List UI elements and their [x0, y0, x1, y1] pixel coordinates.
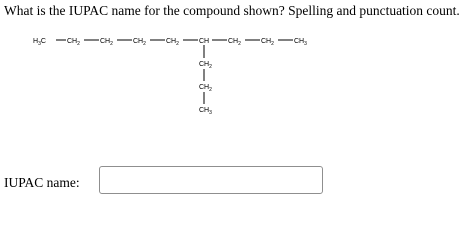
iupac-name-input[interactable]: [99, 166, 323, 194]
atom-c9: $CH_3$: [294, 38, 307, 47]
branch-chain: [199, 45, 212, 116]
question-text: What is the IUPAC name for the compound shown? Spelling and punctuation count.: [4, 3, 460, 18]
atom-c6: CH: [199, 38, 210, 45]
atom-c3: $CH_2$: [100, 38, 113, 47]
atom-branch1: $CH_2$: [199, 61, 212, 70]
atom-c8: $CH_2$: [261, 38, 274, 47]
atom-c4: $CH_2$: [133, 38, 146, 47]
atom-c1: $H_3C$: [33, 38, 46, 47]
atom-c7: $CH_2$: [228, 38, 241, 47]
atom-branch3: $CH_3$: [199, 107, 212, 116]
main-chain: [33, 38, 307, 47]
atom-c2: $CH_2$: [67, 38, 80, 47]
atom-branch2: $CH_2$: [199, 84, 212, 93]
iupac-name-label: IUPAC name:: [4, 175, 80, 190]
atom-c5: $CH_2$: [166, 38, 179, 47]
